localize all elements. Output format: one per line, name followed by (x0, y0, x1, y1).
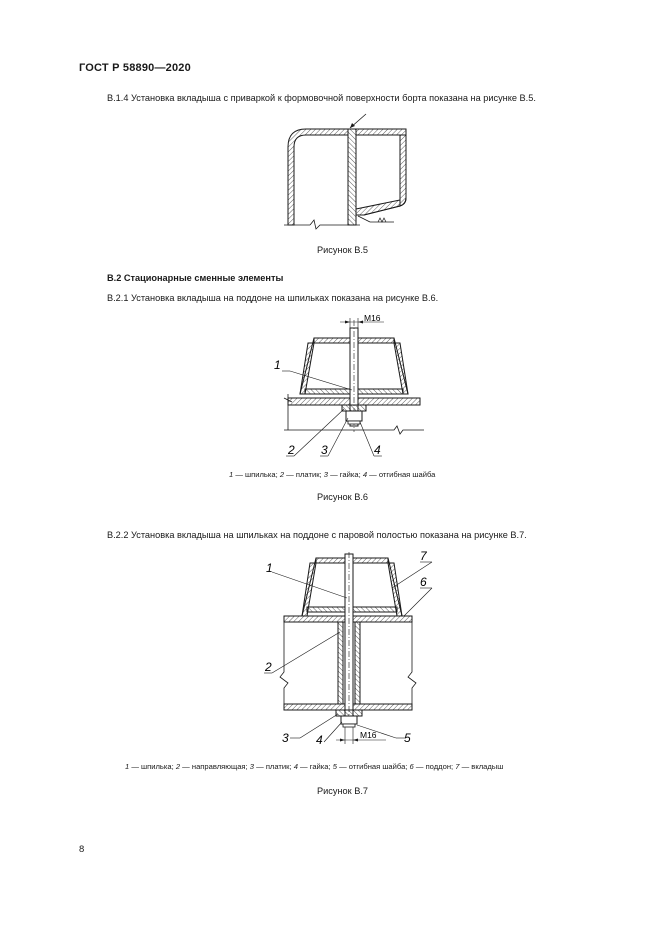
legend-text: — гайка; (297, 762, 333, 771)
section-b2-title: В.2 Стационарные сменные элементы (107, 273, 284, 283)
legend-num: 3 (323, 470, 328, 479)
legend-text: — вкладыш (459, 762, 504, 771)
legend-text: — шпилька; (129, 762, 176, 771)
legend-num: 1 (125, 762, 130, 771)
legend-num: 6 (409, 762, 414, 771)
paragraph-b14: В.1.4 Установка вкладыша с приваркой к формовочной поверхности борта показана на рисунке В.5. (107, 93, 536, 103)
figure-b6-legend (229, 470, 435, 479)
figure-b7-legend (125, 762, 503, 771)
legend-text: — отгибная шайба (367, 470, 436, 479)
paragraph-b22: В.2.2 Установка вкладыша на шпильках на поддоне с паровой полостью показана на рисунке В.7. (107, 530, 527, 540)
figure-b6-thread-label: М16 (364, 313, 381, 323)
legend-num: 1 (229, 470, 234, 479)
legend-num: 2 (279, 470, 285, 479)
figure-b6-callout-3: 3 (321, 443, 328, 457)
figure-b6-callout-4: 4 (374, 443, 381, 457)
legend-text: — платик; (254, 762, 294, 771)
legend-num: 5 (332, 762, 337, 771)
legend-num: 4 (362, 470, 368, 479)
figure-b5 (270, 112, 430, 240)
paragraph-b21: В.2.1 Установка вкладыша на поддоне на шпильках показана на рисунке В.6. (107, 293, 439, 303)
legend-num: 3 (249, 762, 254, 771)
figure-b7-callout-7: 7 (420, 549, 427, 563)
document-header: ГОСТ Р 58890—2020 (79, 62, 191, 74)
figure-b7-callout-1: 1 (266, 561, 273, 575)
legend-num: 4 (293, 762, 298, 771)
figure-b6-callout-2: 2 (288, 443, 295, 457)
figure-b7 (262, 549, 442, 752)
figure-b6 (274, 310, 424, 460)
legend-text: — поддон; (413, 762, 456, 771)
legend-num: 7 (455, 762, 460, 771)
legend-text: — отгибная шайба; (336, 762, 410, 771)
figure-b7-callout-4: 4 (316, 733, 323, 747)
figure-b5-caption: Рисунок В.5 (317, 245, 368, 255)
legend-text: — направляющая; (180, 762, 250, 771)
figure-b7-callout-3: 3 (282, 731, 289, 745)
legend-text: — гайка; (327, 470, 363, 479)
figure-b6-caption: Рисунок В.6 (317, 492, 368, 502)
legend-text: — платик; (284, 470, 324, 479)
figure-b7-callout-5: 5 (404, 731, 411, 745)
figure-b7-callout-6: 6 (420, 575, 427, 589)
legend-text: — шпилька; (233, 470, 280, 479)
legend-num: 2 (175, 762, 181, 771)
page-number: 8 (79, 844, 85, 855)
figure-b7-caption: Рисунок В.7 (317, 786, 368, 796)
figure-b7-callout-2: 2 (265, 660, 272, 674)
figure-b6-callout-1: 1 (274, 358, 281, 372)
figure-b7-thread-label: М16 (360, 730, 377, 740)
